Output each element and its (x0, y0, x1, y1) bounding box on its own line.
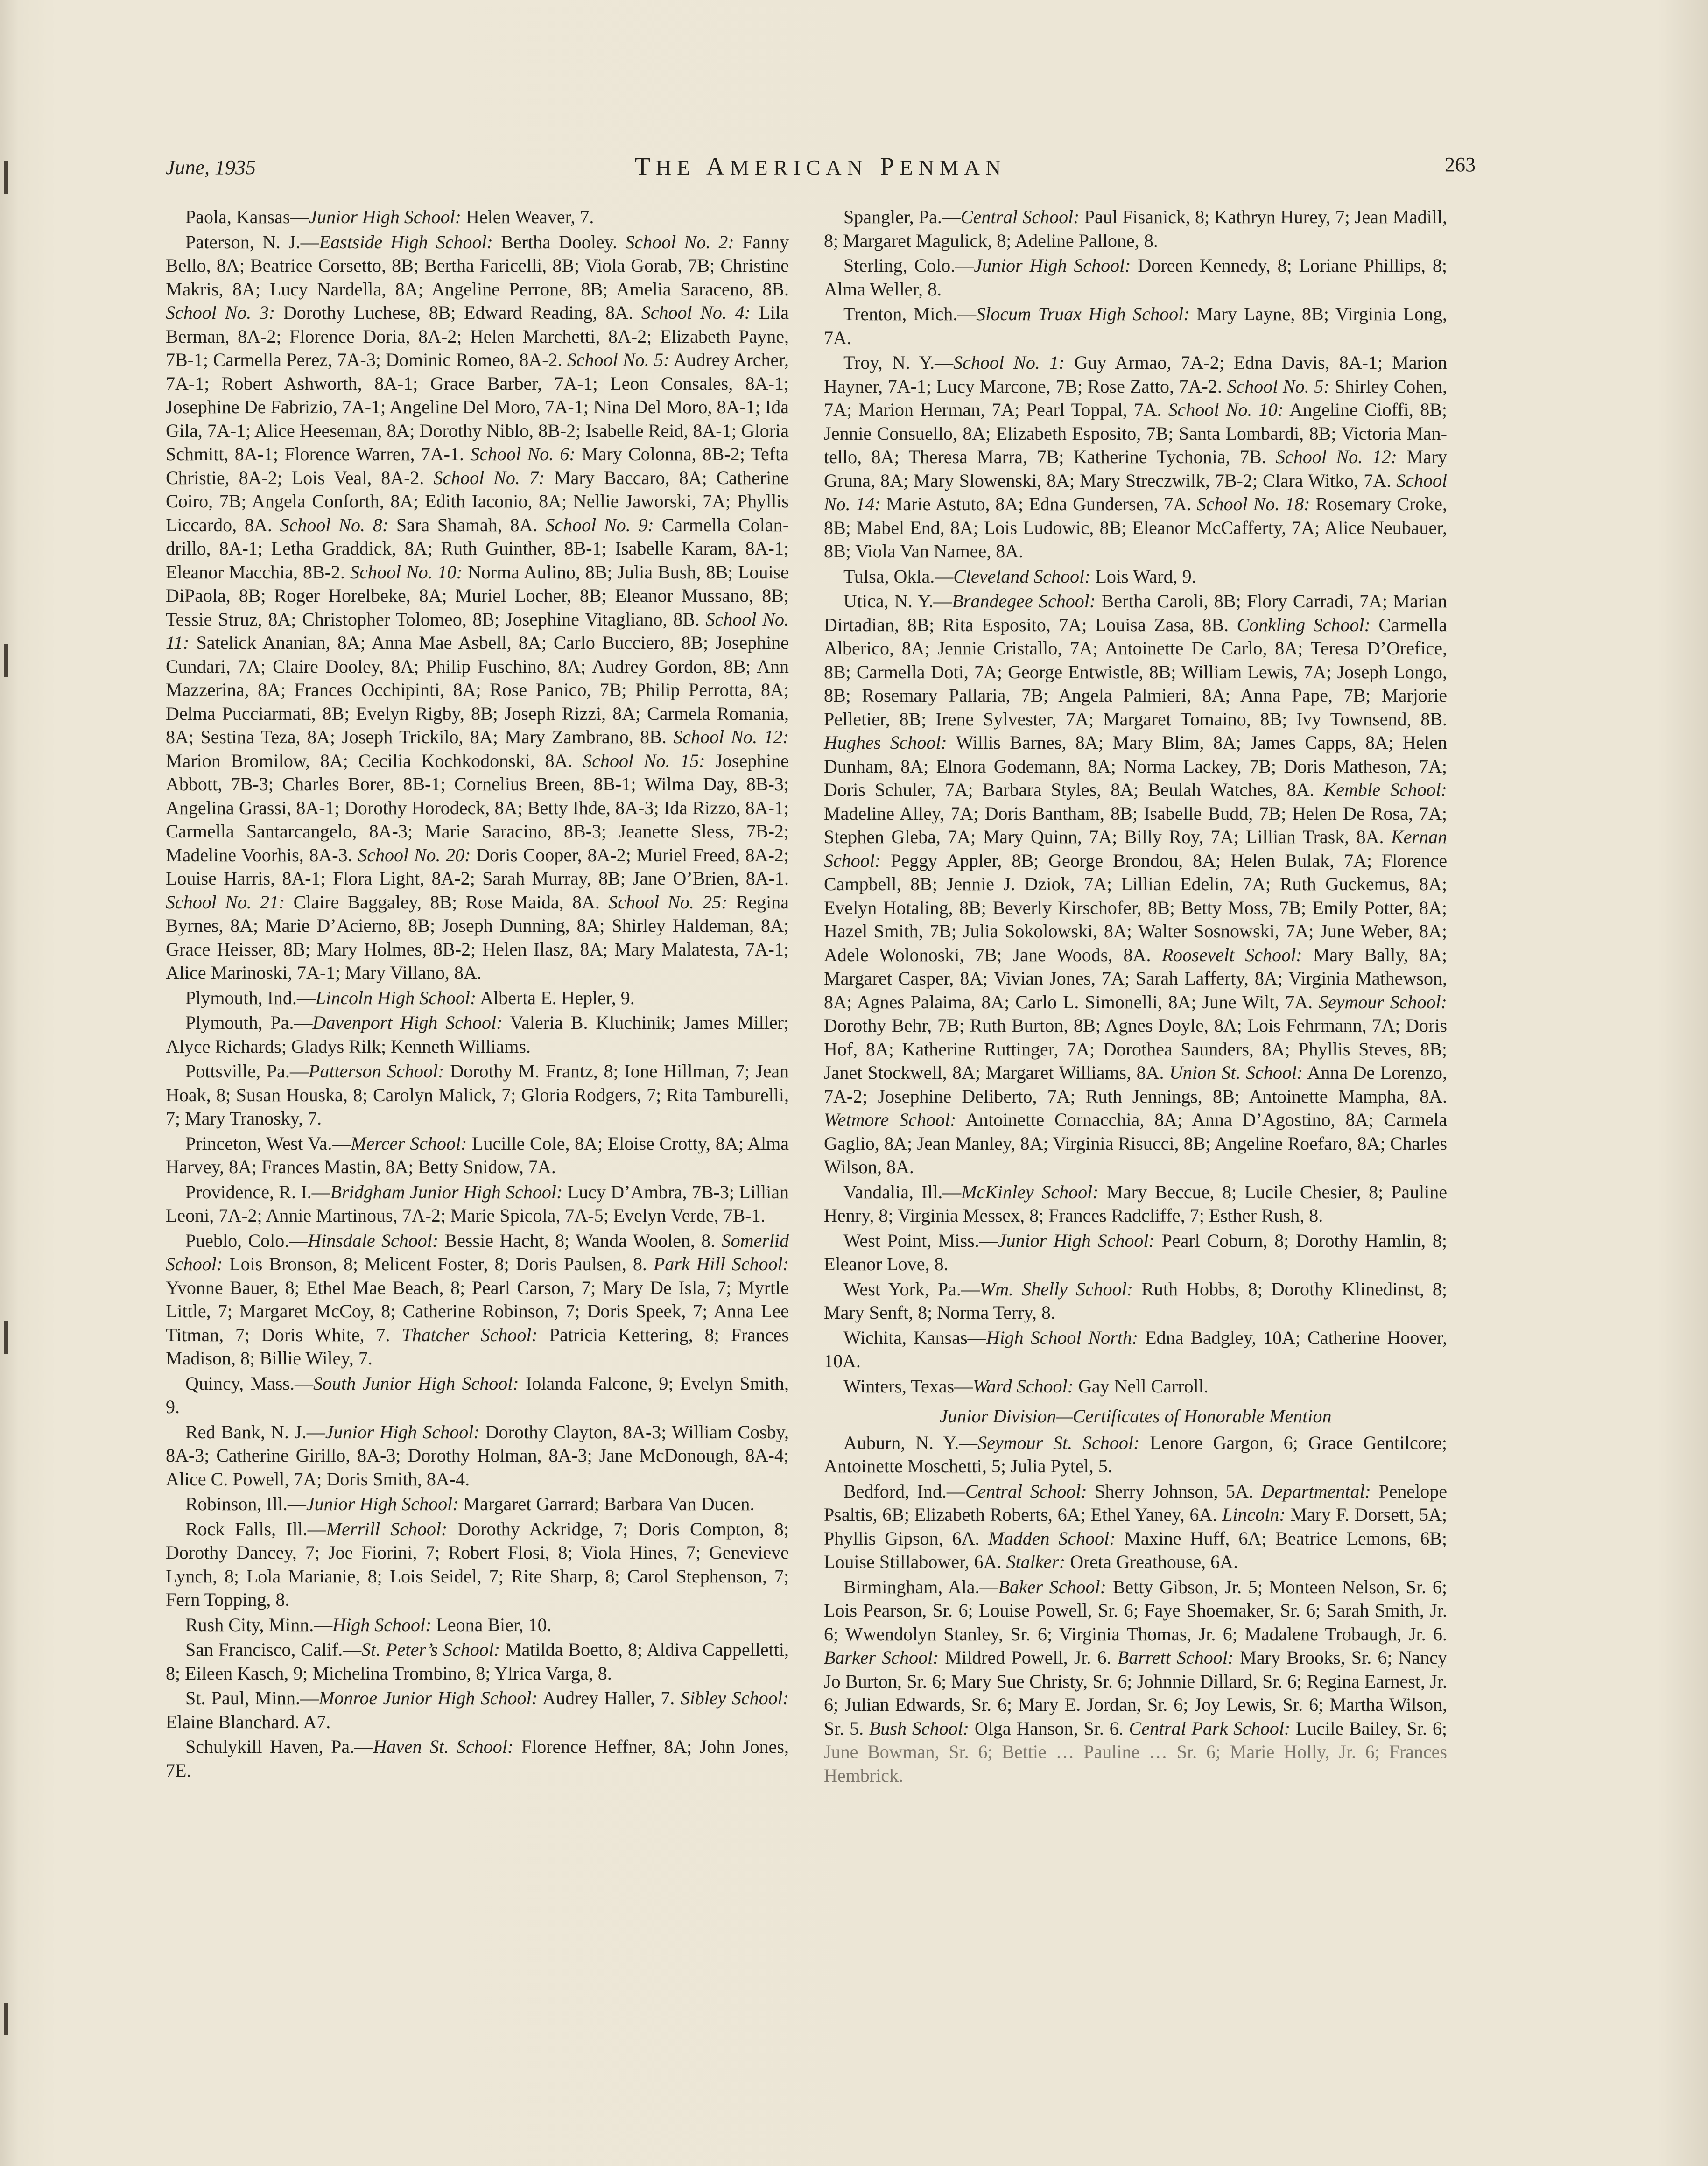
school-name: Junior High School: (325, 1421, 480, 1442)
entry-text: Josephine Abbott, 7B-3; Charles Borer, 8B-1; Cornelius Breen, 8B-1; Wilma Day, 8B-3; Angelina Grassi, 8A-1; Dorothy Horodeck, 8A; Betty Ihde, 8A-3; Ida Rizzo, 8A-1; Carmella Santarcangelo, 8A-3; Marie Saracino, 8B-3; Jeanette Sless, 7B-2; Madeline Voorhis, 8A-3. (166, 750, 789, 865)
binding-mark (4, 2003, 8, 2035)
entry-text: Margaret Garrard; Barbara Van Ducen. (458, 1493, 755, 1514)
entry-text: Anna De Lorenzo, 7A-2; Josephine Deliberto, 7A; Ruth Jennings, 8B; Antoinette Mampha, 8A. (824, 1062, 1447, 1107)
title-word-rest: HE (655, 155, 696, 179)
entry-text: Bertha Dooley. (492, 231, 626, 253)
school-name: Lincoln: (1222, 1504, 1286, 1525)
entry-text: Vandalia, Ill.— (843, 1181, 962, 1203)
entry-text: Satelick Ananian, 8A; Anna Mae Asbell, 8A; Carlo Bucciero, 8B; Josephine Cundari, 7A; Claire Dooley, 8A; Philip Fuschino, 8A; Audrey Gordon, 8B; Ann Mazzerina, 8A; Frances Occhipinti, 8A; Rose Panico, 7B; Philip Perrotta, 8A; Delma Pucciarmati, 8B; Evelyn Rigby, 8B; Joseph Rizzi, 8A; Carmela Romania, 8A; Sestina Teza, 8A; Joseph Trickilo, 8A; Mary Zambrano, 8B. (166, 632, 789, 747)
entry-text: Doris Cooper, 8A-2; Muriel Freed, 8A-2; Louise Harris, 8A-1; Flora Light, 8A-2; Sarah Murray, 8B; Jane O’Brien, 8A-1. (166, 844, 789, 889)
entry-text: Red Bank, N. J.— (185, 1421, 325, 1442)
school-name: School No. 4: (641, 302, 751, 323)
entry-text: Dorothy Luchese, 8B; Edward Reading, 8A. (275, 302, 641, 323)
entry-paragraph (824, 302, 1447, 350)
school-name: Thatcher School: (401, 1324, 538, 1345)
entry-text: Claire Baggaley, 8B; Rose Maida, 8A. (285, 891, 609, 913)
entry-paragraph (824, 1480, 1447, 1574)
school-name: School No. 5: (1227, 375, 1330, 397)
entry-text: Plymouth, Ind.— (185, 987, 316, 1008)
entry-text: West York, Pa.— (843, 1278, 980, 1300)
school-name: Roosevelt School: (1161, 944, 1302, 965)
entry-text: Marion Bromilow, 8A; Cecilia Kochkodonski, 8A. (166, 750, 583, 771)
entry-text: Lila Berman, 8A-2; Florence Doria, 8A-2; Helen Marchetti, 8A-2; Elizabeth Payne, 7B-1; Carmella Perez, 7A-3; Dominic Romeo, 8A-2. (166, 302, 789, 370)
entry-paragraph (166, 1421, 789, 1491)
title-initial: P (880, 152, 900, 180)
entry-text: Mary Baccaro, 8A; Catherine Coiro, 7B; Angela Conforth, 8A; Edith Iaconio, 8A; Nellie Jaworski, 7A; Phyllis Liccardo, 8A. (166, 467, 789, 535)
entry-text: Lucille Cole, 8A; Eloise Crotty, 8A; Alma Harvey, 8A; Frances Mastin, 8A; Betty Snidow, 7A. (166, 1132, 789, 1177)
school-name: Hughes School: (824, 732, 947, 753)
section-heading (824, 1405, 1447, 1428)
school-name: Hinsdale School: (308, 1230, 439, 1251)
school-name: School No. 5: (567, 349, 670, 370)
school-name: Seymour St. School: (977, 1432, 1140, 1453)
entry-text: Sherry Johnson, 5A. (1087, 1480, 1261, 1502)
school-name: School No. 25: (608, 891, 728, 913)
school-name: School No. 3: (166, 302, 275, 323)
magazine-title (166, 152, 1476, 181)
entry-text: Olga Hanson, Sr. 6. (969, 1717, 1129, 1739)
school-name: Mercer School: (351, 1132, 467, 1154)
entry-text: Fanny Bello, 8A; Beatrice Corsetto, 8B; Bertha Faricelli, 8B; Viola Gorab, 7B; Christine Makris, 8A; Lucy Nardella, 8A; Angeline Perrone, 8B; Amelia Saraceno, 8B. (166, 231, 789, 300)
entry-text: Rush City, Minn.— (185, 1614, 333, 1635)
school-name: School No. 7: (433, 467, 545, 488)
entry-text: Utica, N. Y.— (843, 591, 952, 612)
entry-text: Dorothy M. Frantz, 8; Ione Hillman, 7; Jean Hoak, 8; Susan Houska, 8; Carolyn Malick, 7; Gloria Rodgers, 7; Rita Tamburelli, 7; Mary Tranosky, 7. (166, 1061, 789, 1129)
school-name: Junior High School: (998, 1230, 1155, 1251)
entry-paragraph (166, 1735, 789, 1782)
entry-text: Lucy D’Ambra, 7B-3; Lillian Leoni, 7A-2; Annie Martinous, 7A-2; Marie Spicola, 7A-5; Evelyn Verde, 7B-1. (166, 1181, 789, 1226)
entry-text: Mary Gruna, 8A; Mary Slowenski, 8A; Mary Streczwilk, 7B-2; Clara Witko, 7A. (824, 446, 1447, 491)
entry-paragraph (824, 1278, 1447, 1325)
entry-text: Spangler, Pa.— (843, 206, 961, 227)
entry-text: Betty Gibson, Jr. 5; Monteen Nelson, Sr. 6; Lois Pearson, Sr. 6; Louise Powell, Sr. 6; Faye Shoemaker, Sr. 6; Sarah Smith, Jr. 6; Wwendolyn Stanley, Sr. 6; Virginia Thomas, Jr. 6; Madalene Trobaugh, Jr. 6. (824, 1576, 1447, 1645)
school-name: South Junior High School: (313, 1372, 519, 1394)
entry-text: Oreta Greathouse, 6A. (1065, 1551, 1238, 1572)
school-name: School No. 12: (673, 726, 789, 747)
entry-text: Robinson, Ill.— (185, 1493, 306, 1514)
entry-text: Bedford, Ind.— (843, 1480, 965, 1502)
entry-paragraph (824, 565, 1447, 589)
entry-text: Regina Byrnes, 8A; Marie D’Acierno, 8B; Joseph Dunning, 8A; Shirley Haldeman, 8A; Grace Heisser, 8B; Mary Holmes, 8B-2; Helen Ilasz, 8A; Mary Malatesta, 7A-1; Alice Marinoski, 7A-1; Mary Villano, 8A. (166, 891, 789, 983)
school-name: School No. 14: (824, 470, 1447, 514)
school-name: Junior High School: (309, 206, 462, 227)
school-name: Kernan School: (824, 826, 1447, 871)
entry-text: Elaine Blanchard. A7. (166, 1711, 331, 1732)
entry-text: Dorothy Clayton, 8A-3; William Cosby, 8A-3; Catherine Girillo, 8A-3; Dorothy Holman, 8A-3; Jane McDonough, 8A-4; Alice C. Powell, 7A; Doris Smith, 8A-4. (166, 1421, 789, 1490)
entry-text: June Bowman, Sr. 6; Bettie … Pauline … Sr. 6; Marie Holly, Jr. 6; Frances Hembrick. (824, 1741, 1447, 1786)
title-initial: T (634, 152, 656, 180)
entry-paragraph (166, 986, 789, 1010)
school-name: School No. 6: (470, 443, 576, 464)
running-header (166, 152, 1476, 189)
title-word-rest: MERICAN (730, 155, 868, 179)
school-name: Slocum Truax High School: (976, 303, 1190, 324)
school-name: Central School: (960, 206, 1080, 227)
school-name: Ward School: (973, 1375, 1074, 1397)
entry-text: Alberta E. Hepler, 9. (476, 987, 635, 1008)
entry-text: Bertha Caroli, 8B; Flory Carradi, 7A; Marian Dirtadian, 8B; Rita Esposito, 7A; Louisa Zasa, 8B. (824, 591, 1447, 635)
entry-paragraph (824, 1326, 1447, 1373)
school-name: School No. 10: (350, 561, 463, 583)
entry-text: Quincy, Mass.— (185, 1372, 313, 1394)
entry-paragraph (166, 1181, 789, 1228)
school-name: High School North: (986, 1327, 1139, 1348)
entry-text: Lois Ward, 9. (1090, 565, 1196, 587)
school-name: School No. 8: (280, 514, 389, 535)
binding-mark (4, 161, 8, 194)
entry-text: Pearl Coburn, 8; Dorothy Hamlin, 8; Eleanor Love, 8. (824, 1230, 1447, 1274)
entry-text: Ruth Hobbs, 8; Dorothy Klinedinst, 8; Mary Senft, 8; Norma Terry, 8. (824, 1278, 1447, 1323)
school-name: Stalker: (1006, 1551, 1066, 1572)
entry-text: Mary Colonna, 8B-2; Tefta Christie, 8A-2; Lois Veal, 8A-2. (166, 443, 789, 488)
school-name: Wetmore School: (824, 1109, 956, 1130)
school-name: Monroe Junior High School: (318, 1688, 538, 1709)
entry-text: Valeria B. Kluchinik; James Miller; Alyce Richards; Gladys Rilk; Kenneth Williams. (166, 1012, 789, 1057)
school-name: St. Peter’s School: (361, 1639, 500, 1660)
entry-text: Matilda Boetto, 8; Aldiva Cappelletti, 8; Eileen Kasch, 9; Michelina Trombino, 8; Ylrica Varga, 8. (166, 1639, 789, 1684)
entry-text: Bessie Hacht, 8; Wanda Woolen, 8. (438, 1230, 722, 1251)
entry-text: Trenton, Mich.— (843, 303, 977, 324)
entry-text: Paul Fisanick, 8; Kathryn Hurey, 7; Jean Madill, 8; Margaret Magulick, 8; Adeline Pallone, 8. (824, 206, 1448, 251)
entry-text: Auburn, N. Y.— (843, 1432, 978, 1453)
entry-text: Yvonne Bauer, 8; Ethel Mae Beach, 8; Pearl Carson, 7; Mary De Isla, 7; Myrtle Little, 7; Margaret McCoy, 8; Catherine Robinson, 7; Doris Speek, 7; Anna Lee Titman, 7; Doris White, 7. (166, 1277, 789, 1345)
school-name: Wm. Shelly School: (979, 1278, 1133, 1300)
entry-text: Plymouth, Pa.— (185, 1012, 313, 1033)
school-name: Eastside High School: (319, 231, 493, 253)
school-name: School No. 12: (1276, 446, 1397, 467)
school-name: School No. 10: (1168, 399, 1284, 420)
entry-text: Antoinette Cornacchia, 8A; Anna D’Agostino, 8A; Carmela Gaglio, 8A; Jean Manley, 8A; Virginia Risucci, 8B; Angeline Roefaro, 8A; Charles Wilson, 8A. (824, 1109, 1448, 1177)
entry-text: Mary Bally, 8A; Margaret Casper, 8A; Vivian Jones, 7A; Sarah Lafferty, 8A; Virginia Mathewson, 8A; Agnes Palaima, 8A; Carlo L. Simonelli, 8A; June Wilt, 7A. (824, 944, 1448, 1013)
school-name: High School: (332, 1614, 432, 1635)
school-name: Lincoln High School: (315, 987, 477, 1008)
entry-text: Doreen Kennedy, 8; Loriane Phillips, 8; Alma Weller, 8. (824, 255, 1447, 300)
entry-text: Providence, R. I.— (185, 1181, 330, 1203)
school-name: Junior High School: (974, 255, 1131, 276)
entry-text: Mary F. Dorsett, 5A; Phyllis Gipson, 6A. (824, 1504, 1447, 1549)
left-column (166, 205, 789, 1784)
entry-text: Lucile Bailey, Sr. 6; (1290, 1717, 1447, 1739)
school-name: School No. 11: (166, 608, 789, 653)
entry-text: Angeline Cioffi, 8B; Jennie Consuello, 8A; Elizabeth Esposito, 7B; Santa Lombardi, 8B; Victoria Mantello, 8A; Theresa Marra, 7B; Katherine Tychonia, 7B. (824, 399, 1448, 467)
entry-paragraph (166, 231, 789, 985)
entry-text: Schulykill Haven, Pa.— (185, 1736, 373, 1757)
school-name: Kemble School: (1323, 779, 1448, 800)
entry-paragraph (824, 1431, 1447, 1478)
school-name: Baker School: (998, 1576, 1106, 1597)
entry-text: Edna Badgley, 10A; Catherine Hoover, 10A. (824, 1327, 1448, 1371)
entry-text: Shirley Cohen, 7A; Marion Herman, 7A; Pearl Toppal, 7A. (824, 375, 1448, 420)
entry-text: Carmella Colandrillo, 8A-1; Letha Graddick, 8A; Ruth Guinther, 8B-1; Isabelle Karam, 8A-1; Eleanor Macchia, 8B-2. (166, 514, 789, 583)
school-name: School No. 18: (1196, 493, 1310, 514)
entry-paragraph (824, 1375, 1447, 1399)
school-name: School No. 21: (166, 891, 285, 913)
entry-text: Gay Nell Carroll. (1073, 1375, 1209, 1397)
entry-paragraph (166, 205, 789, 229)
school-name: Barker School: (824, 1647, 939, 1668)
school-name: Bush School: (869, 1717, 970, 1739)
school-name: Seymour School: (1319, 991, 1447, 1013)
binding-mark (4, 1321, 8, 1354)
binding-mark (4, 644, 8, 677)
entry-paragraph (824, 351, 1447, 563)
entry-text: Troy, N. Y.— (843, 352, 954, 373)
school-name: Junior High School: (306, 1493, 459, 1514)
entry-text: Lenore Gargon, 6; Grace Gentilcore; Antoinette Moschetti, 5; Julia Pytel, 5. (824, 1432, 1447, 1477)
school-name: School No. 20: (358, 844, 471, 865)
school-name: Central School: (965, 1480, 1087, 1502)
entry-text: Dorothy Behr, 7B; Ruth Burton, 8B; Agnes Doyle, 8A; Lois Fehrmann, 7A; Doris Hof, 8A; Katherine Ruttinger, 7A; Dorothea Saunders, 8A; Phyllis Steves, 8B; Janet Stockwell, 8A; Margaret Williams, 8A. (824, 1015, 1447, 1083)
entry-text: Dorothy Ackridge, 7; Doris Compton, 8; Dorothy Dancey, 7; Joe Fiorini, 7; Robert Flosi, 8; Viola Hines, 7; Genevieve Lynch, 8; Lola Marianie, 8; Lois Seidel, 7; Rite Sharp, 8; Carol Stephenson, 7; Fern Topping, 8. (166, 1518, 789, 1610)
entry-paragraph (166, 1613, 789, 1637)
entry-paragraph (824, 590, 1447, 1179)
entry-text: Lois Bronson, 8; Melicent Foster, 8; Doris Paulsen, 8. (223, 1253, 654, 1274)
entry-text: Marie Astuto, 8A; Edna Gundersen, 7A. (880, 493, 1197, 514)
school-name: School No. 9: (545, 514, 654, 535)
school-name: Haven St. School: (373, 1736, 514, 1757)
entry-text: Mary Layne, 8B; Virginia Long, 7A. (824, 303, 1447, 348)
entry-paragraph (166, 1687, 789, 1734)
school-name: Patterson School: (308, 1061, 444, 1082)
school-name: Union St. School: (1169, 1062, 1303, 1083)
entry-text: Audrey Haller, 7. (537, 1688, 681, 1709)
school-name: Brandegee School: (952, 591, 1096, 612)
school-name: School No. 2: (625, 231, 734, 253)
entry-paragraph (166, 1518, 789, 1612)
school-name: School No. 1: (953, 352, 1065, 373)
entry-text: Mildred Powell, Jr. 6. (939, 1647, 1118, 1668)
entry-paragraph (824, 205, 1447, 253)
entry-text: Guy Armao, 7A-2; Edna Davis, 8A-1; Marion Hayner, 7A-1; Lucy Marcone, 7B; Rose Zatto, 7A-2. (824, 352, 1447, 397)
school-name: Madden School: (988, 1527, 1116, 1549)
entry-text: Madeline Alley, 7A; Doris Bantham, 8B; Isabelle Budd, 7B; Helen De Rosa, 7A; Stephen Gleba, 7A; Mary Quinn, 7A; Billy Roy, 7A; Lillian Trask, 8A. (824, 802, 1447, 847)
entry-text: Paola, Kansas— (185, 206, 309, 227)
entry-text: West Point, Miss.— (843, 1230, 998, 1251)
entry-paragraph (166, 1132, 789, 1179)
title-initial: A (706, 152, 730, 180)
entry-text: Pueblo, Colo.— (185, 1230, 308, 1251)
entry-text: Norma Aulino, 8B; Julia Bush, 8B; Louise DiPaola, 8B; Roger Horelbeke, 8A; Muriel Locher, 8B; Eleanor Mussano, 8B; Tessie Struz, 8A; Christopher Tolomeo, 8B; Josephine Vitagliano, 8B. (166, 561, 789, 630)
entry-paragraph (824, 1575, 1447, 1788)
entry-text: Paterson, N. J.— (185, 231, 319, 253)
school-name: Somerlid School: (166, 1230, 789, 1274)
right-column (824, 205, 1447, 1789)
entry-text: Penelope Psaltis, 6B; Elizabeth Roberts, 6A; Ethel Yaney, 6A. (824, 1480, 1447, 1525)
entry-paragraph (824, 1181, 1447, 1228)
school-name: Davenport High School: (312, 1012, 503, 1033)
entry-paragraph (166, 1011, 789, 1058)
entry-text: Mary Beccue, 8; Lucile Chesier, 8; Pauline Henry, 8; Virginia Messex, 8; Frances Radcliffe, 7; Esther Rush, 8. (824, 1181, 1447, 1226)
entry-text: Tulsa, Okla.— (843, 565, 954, 587)
entry-paragraph (824, 1229, 1447, 1276)
entry-text: Mary Brooks, Sr. 6; Nancy Jo Burton, Sr. 6; Mary Sue Christy, Sr. 6; Johnnie Dillard, Sr. 6; Regina Earnest, Jr. 6; Julian Edwards, Sr. 6; Mary E. Jordan, Sr. 6; Joy Lewis, Sr. 6; Martha Wilson, Sr. 5. (824, 1647, 1447, 1739)
entry-paragraph (166, 1060, 789, 1131)
school-name: Bridgham Junior High School: (330, 1181, 563, 1203)
entry-text: Pottsville, Pa.— (185, 1061, 309, 1082)
entry-text: Princeton, West Va.— (185, 1132, 351, 1154)
school-name: Departmental: (1261, 1480, 1371, 1502)
entry-text: Willis Barnes, 8A; Mary Blim, 8A; James Capps, 8A; Helen Dunham, 8A; Elnora Godemann, 8A; Norma Lackey, 7B; Doris Matheson, 7A; Doris Schuler, 7A; Barbara Styles, 8A; Beulah Watches, 8A. (824, 732, 1447, 800)
entry-text: St. Paul, Minn.— (185, 1688, 319, 1709)
entry-text: Leona Bier, 10. (431, 1614, 552, 1635)
school-name: School No. 15: (583, 750, 705, 771)
school-name: McKinley School: (961, 1181, 1099, 1203)
entry-text: Florence Heffner, 8A; John Jones, 7E. (166, 1736, 789, 1781)
page-number: 263 (1445, 153, 1476, 176)
entry-text: Winters, Texas— (843, 1375, 973, 1397)
entry-text: Audrey Archer, 7A-1; Robert Ashworth, 8A-1; Grace Barber, 7A-1; Leon Consales, 8A-1; Josephine De Fabrizio, 7A-1; Angeline Del Moro, 7A-1; Nina Del Moro, 8A-1; Ida Gila, 7A-1; Alice Heeseman, 8A; Dorothy Niblo, 8B-2; Isabelle Reid, 8A-1; Gloria Schmitt, 8A-1; Florence Warren, 7A-1. (166, 349, 789, 464)
school-name: Merrill School: (326, 1518, 448, 1540)
entry-text: Rock Falls, Ill.— (185, 1518, 326, 1540)
entry-text: Birmingham, Ala.— (843, 1576, 998, 1597)
entry-text: San Francisco, Calif.— (185, 1639, 362, 1660)
entry-text: Rosemary Croke, 8B; Mabel End, 8A; Lois Ludowic, 8B; Eleanor McCafferty, 7A; Alice Neubauer, 8B; Viola Van Namee, 8A. (824, 493, 1448, 562)
entry-paragraph (166, 1638, 789, 1685)
entry-text: Wichita, Kansas— (843, 1327, 986, 1348)
school-name: Park Hill School: (653, 1253, 789, 1274)
entry-text: Maxine Huff, 6A; Beatrice Lemons, 6B; Louise Stillabower, 6A. (824, 1527, 1447, 1572)
entry-text: Peggy Appler, 8B; George Brondou, 8A; Helen Bulak, 7A; Florence Campbell, 8B; Jennie J. Dziok, 7A; Lillian Edelin, 7A; Ruth Guckemus, 8A; Evelyn Hotaling, 8B; Beverly Kirschofer, 8B; Betty Moss, 7B; Emily Potter, 8A; Hazel Smith, 7B; Julia Sokolowski, 8A; Walter Sosnowski, 7A; June Weber, 8A; Adele Wolonoski, 7B; Jane Woods, 8A. (824, 850, 1447, 965)
entry-text: Patricia Kettering, 8; Frances Madison, 8; Billie Wiley, 7. (166, 1324, 789, 1369)
title-word-rest: ENMAN (900, 155, 1007, 179)
school-name: Central Park School: (1129, 1717, 1291, 1739)
entry-paragraph (166, 1229, 789, 1371)
entry-text: Iolanda Falcone, 9; Evelyn Smith, 9. (166, 1372, 789, 1417)
entry-text: Carmella Alberico, 8A; Jennie Cristallo, 7A; Antoinette De Carlo, 8A; Teresa D’Orefice, 8B; Carmella Doti, 7A; George Entwistle, 8B; William Lewis, 7A; Joseph Longo, 8B; Rosemary Pallaria, 7B; Angela Palmieri, 8A; Anna Pape, 7B; Marjorie Pelletier, 8B; Irene Sylvester, 7A; Margaret Tomaino, 8B; Ivy Townsend, 8B. (824, 614, 1447, 730)
school-name: Cleveland School: (953, 565, 1091, 587)
school-name: Conkling School: (1237, 614, 1371, 635)
school-name: Barrett School: (1117, 1647, 1234, 1668)
issue-date: June, 1935 (166, 156, 256, 179)
entry-paragraph (824, 254, 1447, 301)
school-name: Sibley School: (680, 1688, 789, 1709)
entry-text: Sterling, Colo.— (843, 255, 974, 276)
entry-paragraph (166, 1492, 789, 1516)
entry-text: Junior Division—Certificates of Honorable Mention (939, 1406, 1332, 1427)
entry-paragraph (166, 1372, 789, 1419)
entry-text: Helen Weaver, 7. (461, 206, 594, 227)
entry-text: Sara Shamah, 8A. (388, 514, 546, 535)
